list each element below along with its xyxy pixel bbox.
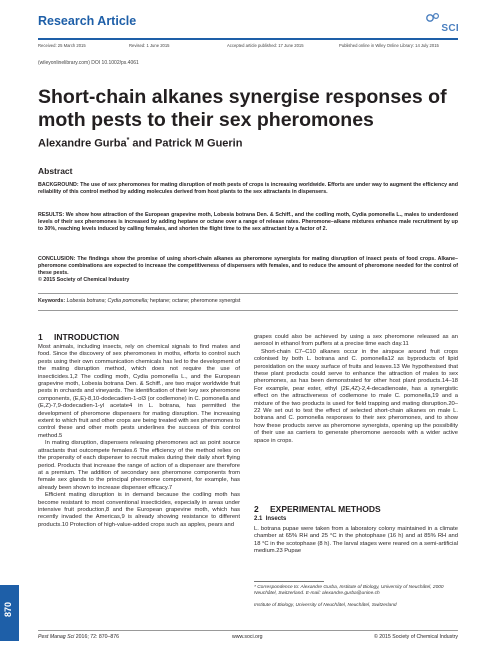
journal-name: Pest Manag Sci <box>38 634 75 640</box>
section-2-heading <box>254 504 381 514</box>
section-1-title: INTRODUCTION <box>54 332 120 342</box>
keywords-rule-bottom <box>38 310 458 311</box>
intro-paragraph-2: In mating disruption, dispensers releasing pheromones act as point source attractants that outcompete females.6 The efficiency of the method relies on the propensity of each dispenser to recruit males during their daily short flying period. Products that increase the range of action of a dispenser are therefore at a premium. The addition of secondary sex pheromone components from female sex glands to the principal pheromone component, for example, has already been shown to increase dispenser efficacy.7 <box>38 440 240 491</box>
accepted-date: Accepted article published: 17 June 2015 <box>227 43 304 48</box>
doi: (wileyonlinelibrary.com) DOI 10.1002/ps.4061 <box>38 60 139 66</box>
subsection-2-1-title: Insects <box>265 516 287 522</box>
abstract-results: RESULTS: We show how attraction of the European grapevine moth, Lobesia botrana Den. & Schiff., and the codling moth, Cydia pomonella L., males to underdosed levels of their sex pheromones is increased by adding heptane or octane over a range of release rates. Pheromone–alkane mixtures enhance male recruitment by up to 30%, reaching levels induced by calling females, and shorten the flight time to the sex attractant by a factor of 2. <box>38 212 458 232</box>
footer-citation <box>38 634 119 640</box>
abstract-copyright: © 2015 Society of Chemical Industry <box>38 276 130 283</box>
footer-copyright: © 2015 Society of Chemical Industry <box>374 634 458 640</box>
other-authors: and Patrick M Guerin <box>129 137 243 150</box>
footer-url[interactable]: www.soci.org <box>232 634 263 640</box>
left-column <box>38 344 240 529</box>
authors <box>38 137 242 150</box>
volume-info: 2016; 72: 870–876 <box>74 634 120 640</box>
intro-paragraph-3: Efficient mating disruption is in demand because the codling moth has become resistant to most conventional insecticides, especially in areas under intensive fruit production,8 and the European grapevine moth, which has recently invaded the Americas,9 is already showing resistance to different products.10 Protection of high-value-added crops such as apples, pears and <box>38 492 240 528</box>
subsection-2-1-heading <box>254 516 286 522</box>
methods-paragraph-1: L. botrana pupae were taken from a laboratory colony maintained in a climate chamber at 65% RH and 25 °C in the photophase (16 h) and at 85% RH and 18 °C in the scotophase (8 h). The larval stages were reared on a semi-artificial medium.23 Pupae <box>254 526 458 555</box>
keywords-rule-top <box>38 293 458 294</box>
right-column-top <box>254 334 458 445</box>
intro-paragraph-5: Short-chain C7–C10 alkanes occur in the airspace around fruit crops colonised by both L. botrana and C. pomonella12 as byproducts of lipid peroxidation on the waxy surface of fruits and leaves.13 We hypothesised that these plant products could serve to enhance the attraction of males to sex pheromones, as has been demonstrated for other host plant products.14–18 For example, pear ester, ethyl (2E,4Z)-2,4-decadienoate, has a synergistic effect on the attractiveness of codlemone to male C. pomonella,19 and a mixture of the two products is used for field trapping and mating disruption.20–22 We set out to test the effect of selected short-chain alkanes on male L. botrana and C. pomonella responses to their sex pheromones, and to show how these products serve as pheromone synergists, opening up the possibility of their use as carriers to generate pheromone aerosols with a wider active space in crops. <box>254 348 458 444</box>
revised-date: Revised: 1 June 2015 <box>129 43 170 48</box>
intro-paragraph-1: Most animals, including insects, rely on chemical signals to find mates and food. Since the discovery of sex pheromones in moths, efforts to control such pests using their own communication chemicals has led to the development of the mating disruption method, which does not require the use of insecticides.1,2 The codling moth, Cydia pomonella L., and the European grapevine moth, Lobesia botrana Den. & Schiff., are two major worldwide fruit pests in orchards and vineyards. The identification of their key sex pheromone components, (E,E)-8,10-dodecadien-1-ol3 (or codlemone) in C. pomonella and (E,Z)-7,9-dodecadien-1-yl acetate4 in L. botrana, has permitted the development of pheromone dispensers for mating disruption. The increasing extent to which fruit and other crops are being treated with sex pheromones to control these and other moth pests underlines the success of this control method.5 <box>38 344 240 439</box>
right-column-bottom <box>254 526 458 556</box>
running-head: Research Article <box>38 14 137 28</box>
footer-rule <box>38 630 458 631</box>
footnote-affiliation: Institute of Biology, University of Neuchâtel, Neuchâtel, Switzerland <box>254 603 397 608</box>
keywords-label: Keywords: <box>38 298 66 304</box>
section-1-number: 1 <box>38 332 43 342</box>
section-2-number: 2 <box>254 504 259 514</box>
sci-logo-text: SCI <box>441 23 459 34</box>
conclusion-text: CONCLUSION: The findings show the promise of using short-chain alkanes as pheromone synergists for mating disruption of insect pests of food crops. Alkane–pheromone combinations are expected to increase the competitiveness of dispensers with females, and to reduce the amount of pheromone needed for the control of these pests. <box>38 256 458 276</box>
footnote-correspondence: * Correspondence to: Alexandre Gurba, Institute of Biology, University of Neuchâtel, 2000 Neuchâtel, Switzerland. E-mail: alexandre.gurba@unine.ch <box>254 585 444 596</box>
subsection-2-1-number: 2.1 <box>254 516 263 522</box>
section-1-heading <box>38 332 119 342</box>
keywords-italic: Lobesia botrana; Cydia pomonella; <box>66 298 149 304</box>
keywords <box>38 298 458 304</box>
intro-paragraph-4: grapes could also be achieved by using a sex pheromone released as an aerosol in ethanol from puffers at a precise time each day.11 <box>254 334 458 348</box>
abstract-background: BACKGROUND: The use of sex pheromones for mating disruption of moth pests of crops is increasing worldwide. Efforts are under way to augment the efficiency and reliability of this control method by adding molecules derived from host plants to the sex attractants in dispensers. <box>38 182 458 195</box>
corresponding-mark: * <box>126 137 130 144</box>
section-2-title: EXPERIMENTAL METHODS <box>270 504 381 514</box>
footnote-rule <box>254 581 324 582</box>
sci-logo-icon <box>425 12 441 24</box>
page-number: 870 <box>3 602 13 618</box>
online-date: Published online in Wiley Online Library: 14 July 2015 <box>339 43 439 48</box>
first-author: Alexandre Gurba <box>38 137 127 150</box>
article-title: Short-chain alkanes synergise responses of moth pests to their sex pheromones <box>38 86 447 131</box>
keywords-terms: heptane; octane; pheromone synergist <box>148 298 241 304</box>
top-bar <box>38 12 458 38</box>
sci-logo <box>421 12 459 40</box>
received-date: Received: 25 March 2015 <box>38 43 86 48</box>
abstract-conclusion <box>38 256 458 284</box>
header-rule <box>38 38 458 40</box>
abstract-heading: Abstract <box>38 166 73 176</box>
